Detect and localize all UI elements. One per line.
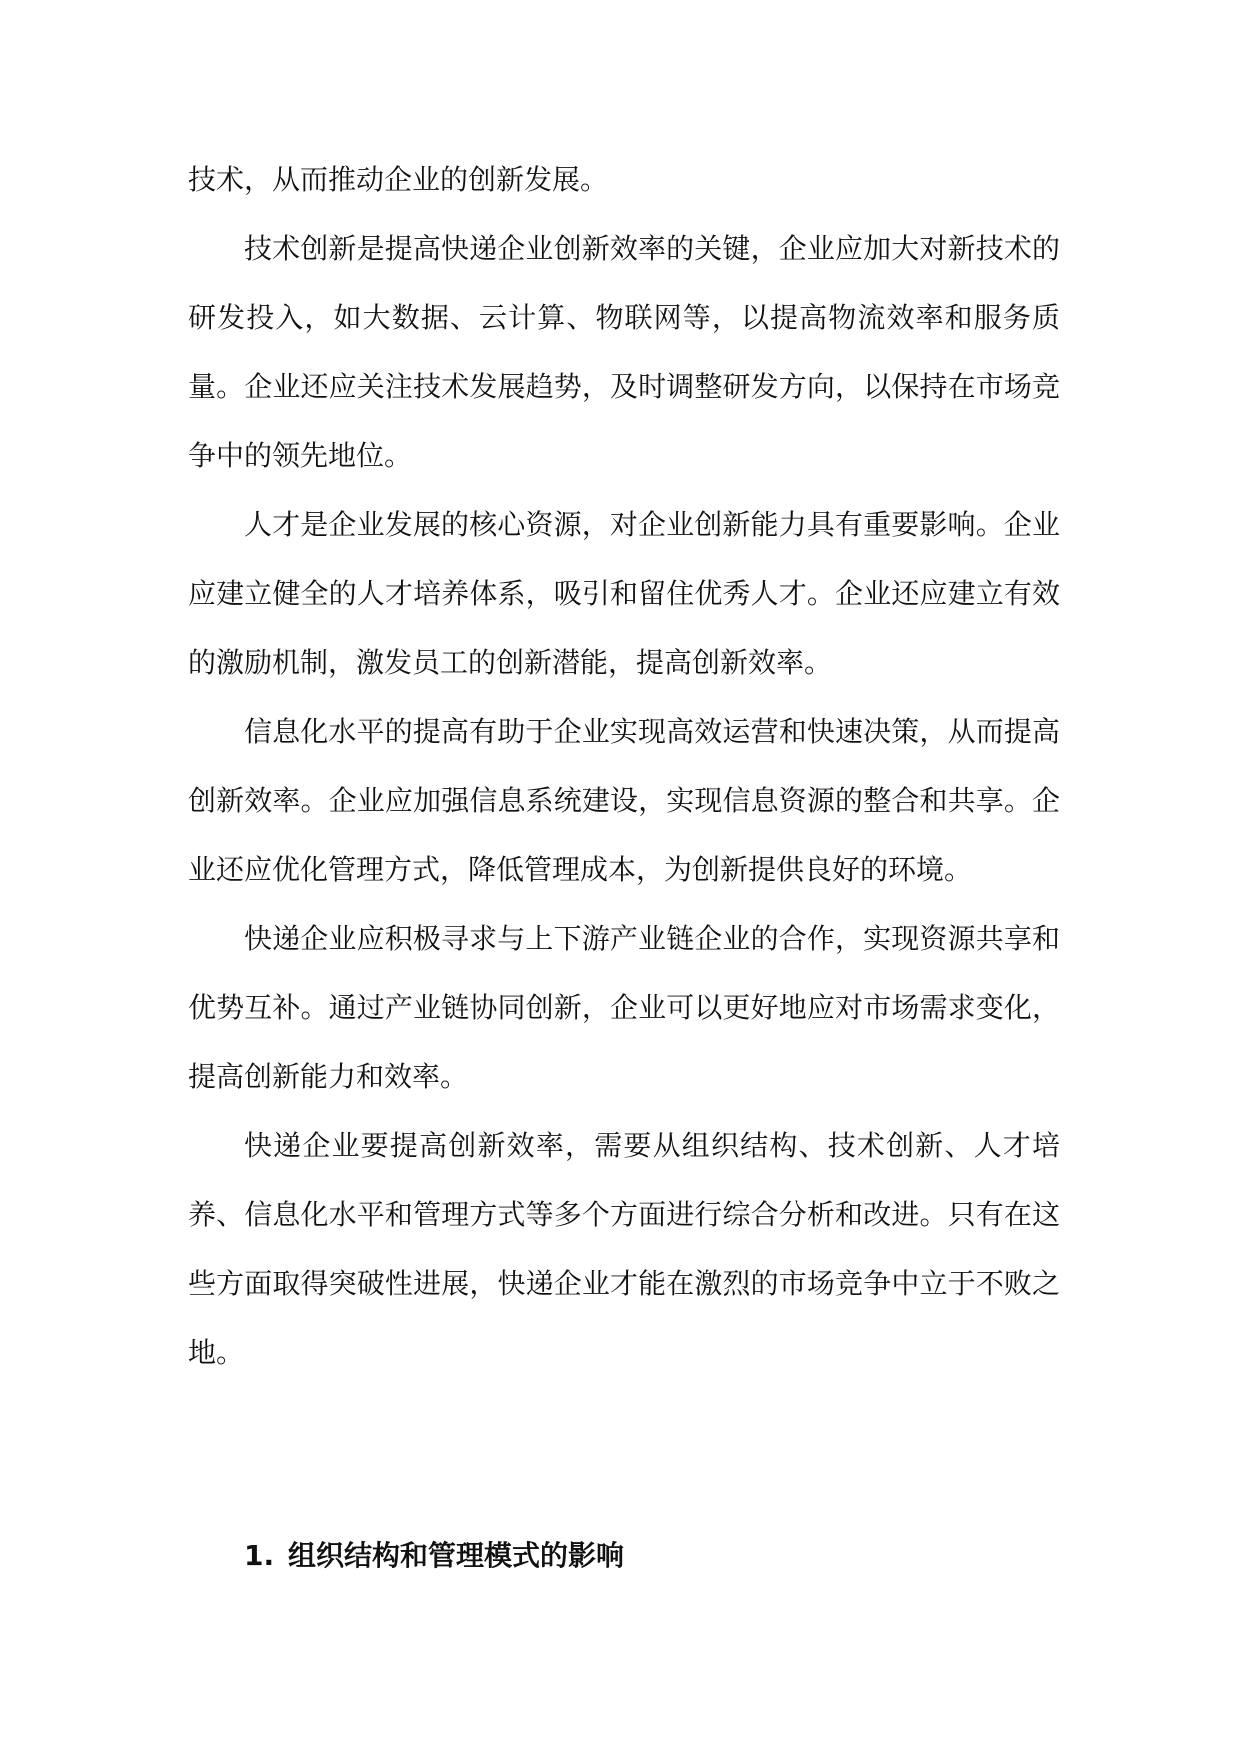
paragraph-technology-innovation: 技术创新是提高快递企业创新效率的关键，企业应加大对新技术的研发投入，如大数据、云计算、物联网等，以提高物流效率和服务质量。企业还应关注技术发展趋势，及时调整研发方向，以保持在市场竞争中的领先地位。 bbox=[188, 232, 1060, 472]
section-number: 1. bbox=[244, 1539, 275, 1572]
paragraph-conclusion: 快递企业要提高创新效率，需要从组织结构、技术创新、人才培养、信息化水平和管理方式等多个方面进行综合分析和改进。只有在这些方面取得突破性进展，快递企业才能在激烈的市场竞争中立于不败之地。 bbox=[188, 1129, 1060, 1369]
paragraph-informatization: 信息化水平的提高有助于企业实现高效运营和快速决策，从而提高创新效率。企业应加强信息系统建设，实现信息资源的整合和共享。企业还应优化管理方式，降低管理成本，为创新提供良好的环境。 bbox=[188, 715, 1060, 886]
body-text bbox=[188, 145, 1060, 1387]
section-title: 组织结构和管理模式的影响 bbox=[288, 1539, 625, 1572]
section-heading bbox=[244, 1536, 624, 1576]
paragraph-continuation: 技术，从而推动企业的创新发展。 bbox=[188, 163, 609, 196]
paragraph-industry-chain: 快递企业应积极寻求与上下游产业链企业的合作，实现资源共享和优势互补。通过产业链协同创新，企业可以更好地应对市场需求变化，提高创新能力和效率。 bbox=[188, 922, 1060, 1093]
paragraph-talent: 人才是企业发展的核心资源，对企业创新能力具有重要影响。企业应建立健全的人才培养体系，吸引和留住优秀人才。企业还应建立有效的激励机制，激发员工的创新潜能，提高创新效率。 bbox=[188, 508, 1060, 679]
